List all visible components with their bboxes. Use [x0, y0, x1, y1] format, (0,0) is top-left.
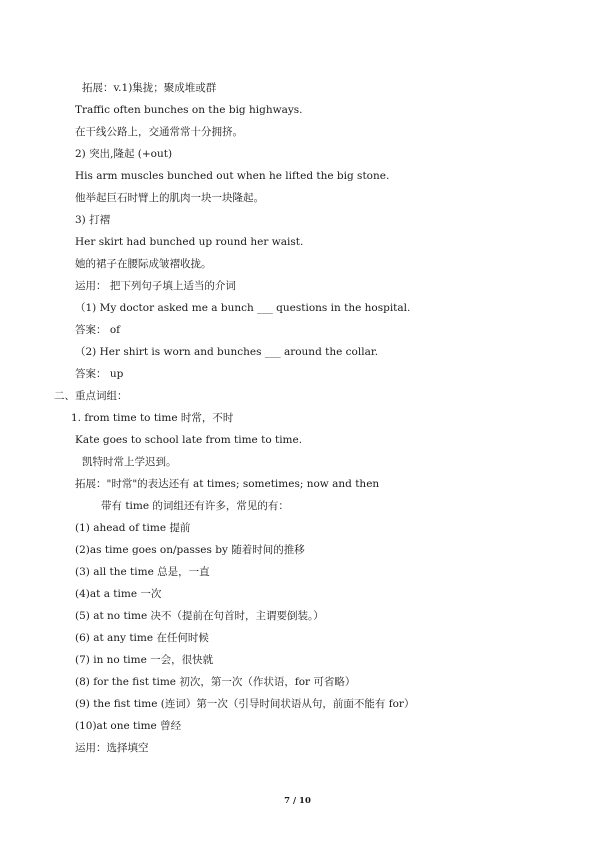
text-line: 3) 打褶: [75, 214, 111, 226]
text-line: Traffic often bunches on the big highways.: [75, 104, 303, 116]
section-heading: 二、重点词组：: [54, 390, 128, 402]
text-line: (7) in no time 一会，很快就: [75, 654, 214, 666]
text-line: 拓展：v.1)集拢；聚成堆或群: [82, 82, 217, 94]
text-line: (8) for the fist time 初次，第一次（作状语，for 可省略）: [75, 676, 356, 688]
text-line: (9) the fist time (连词）第一次（引导时间状语从句，前面不能有 for）: [75, 698, 415, 710]
text-line: （2) Her shirt is worn and bunches ___ around the collar.: [75, 346, 379, 358]
text-line: 她的裙子在腰际成皱褶收拢。: [75, 258, 212, 270]
text-line: 答案： of: [75, 324, 121, 336]
text-line: (4)at a time 一次: [75, 588, 162, 600]
text-line: 运用： 把下列句子填上适当的介词: [75, 280, 236, 292]
text-line: (5) at no time 决不（提前在句首时，主谓要倒装。）: [75, 610, 324, 622]
text-line: His arm muscles bunched out when he lifted the big stone.: [75, 170, 390, 182]
text-line: 他举起巨石时臂上的肌肉一块一块隆起。: [75, 192, 264, 204]
text-line: (2)as time goes on/passes by 随着时间的推移: [75, 544, 305, 556]
text-line: （1) My doctor asked me a bunch ___ questions in the hospital.: [75, 302, 411, 314]
text-line: 在干线公路上，交通常常十分拥挤。: [75, 126, 243, 138]
text-line: 1. from time to time 时常，不时: [71, 412, 234, 424]
page-number: 7 / 10: [284, 796, 311, 806]
text-line: (1) ahead of time 提前: [75, 522, 191, 534]
text-line: 2) 突出,隆起 (+out): [75, 148, 173, 160]
text-line: Her skirt had bunched up round her waist.: [75, 236, 304, 248]
text-line: (10)at one time 曾经: [75, 720, 182, 732]
text-line: 凯特时常上学迟到。: [82, 456, 177, 468]
text-line: 拓展："时常"的表达还有 at times; sometimes; now and then: [75, 478, 380, 490]
text-line: Kate goes to school late from time to time.: [75, 434, 303, 446]
text-line: 运用：选择填空: [75, 742, 149, 754]
text-line: (3) all the time 总是，一直: [75, 566, 210, 578]
text-line: 答案： up: [75, 368, 124, 380]
text-line: 带有 time 的词组还有许多，常见的有：: [101, 500, 289, 512]
text-line: (6) at any time 在任何时候: [75, 632, 209, 644]
